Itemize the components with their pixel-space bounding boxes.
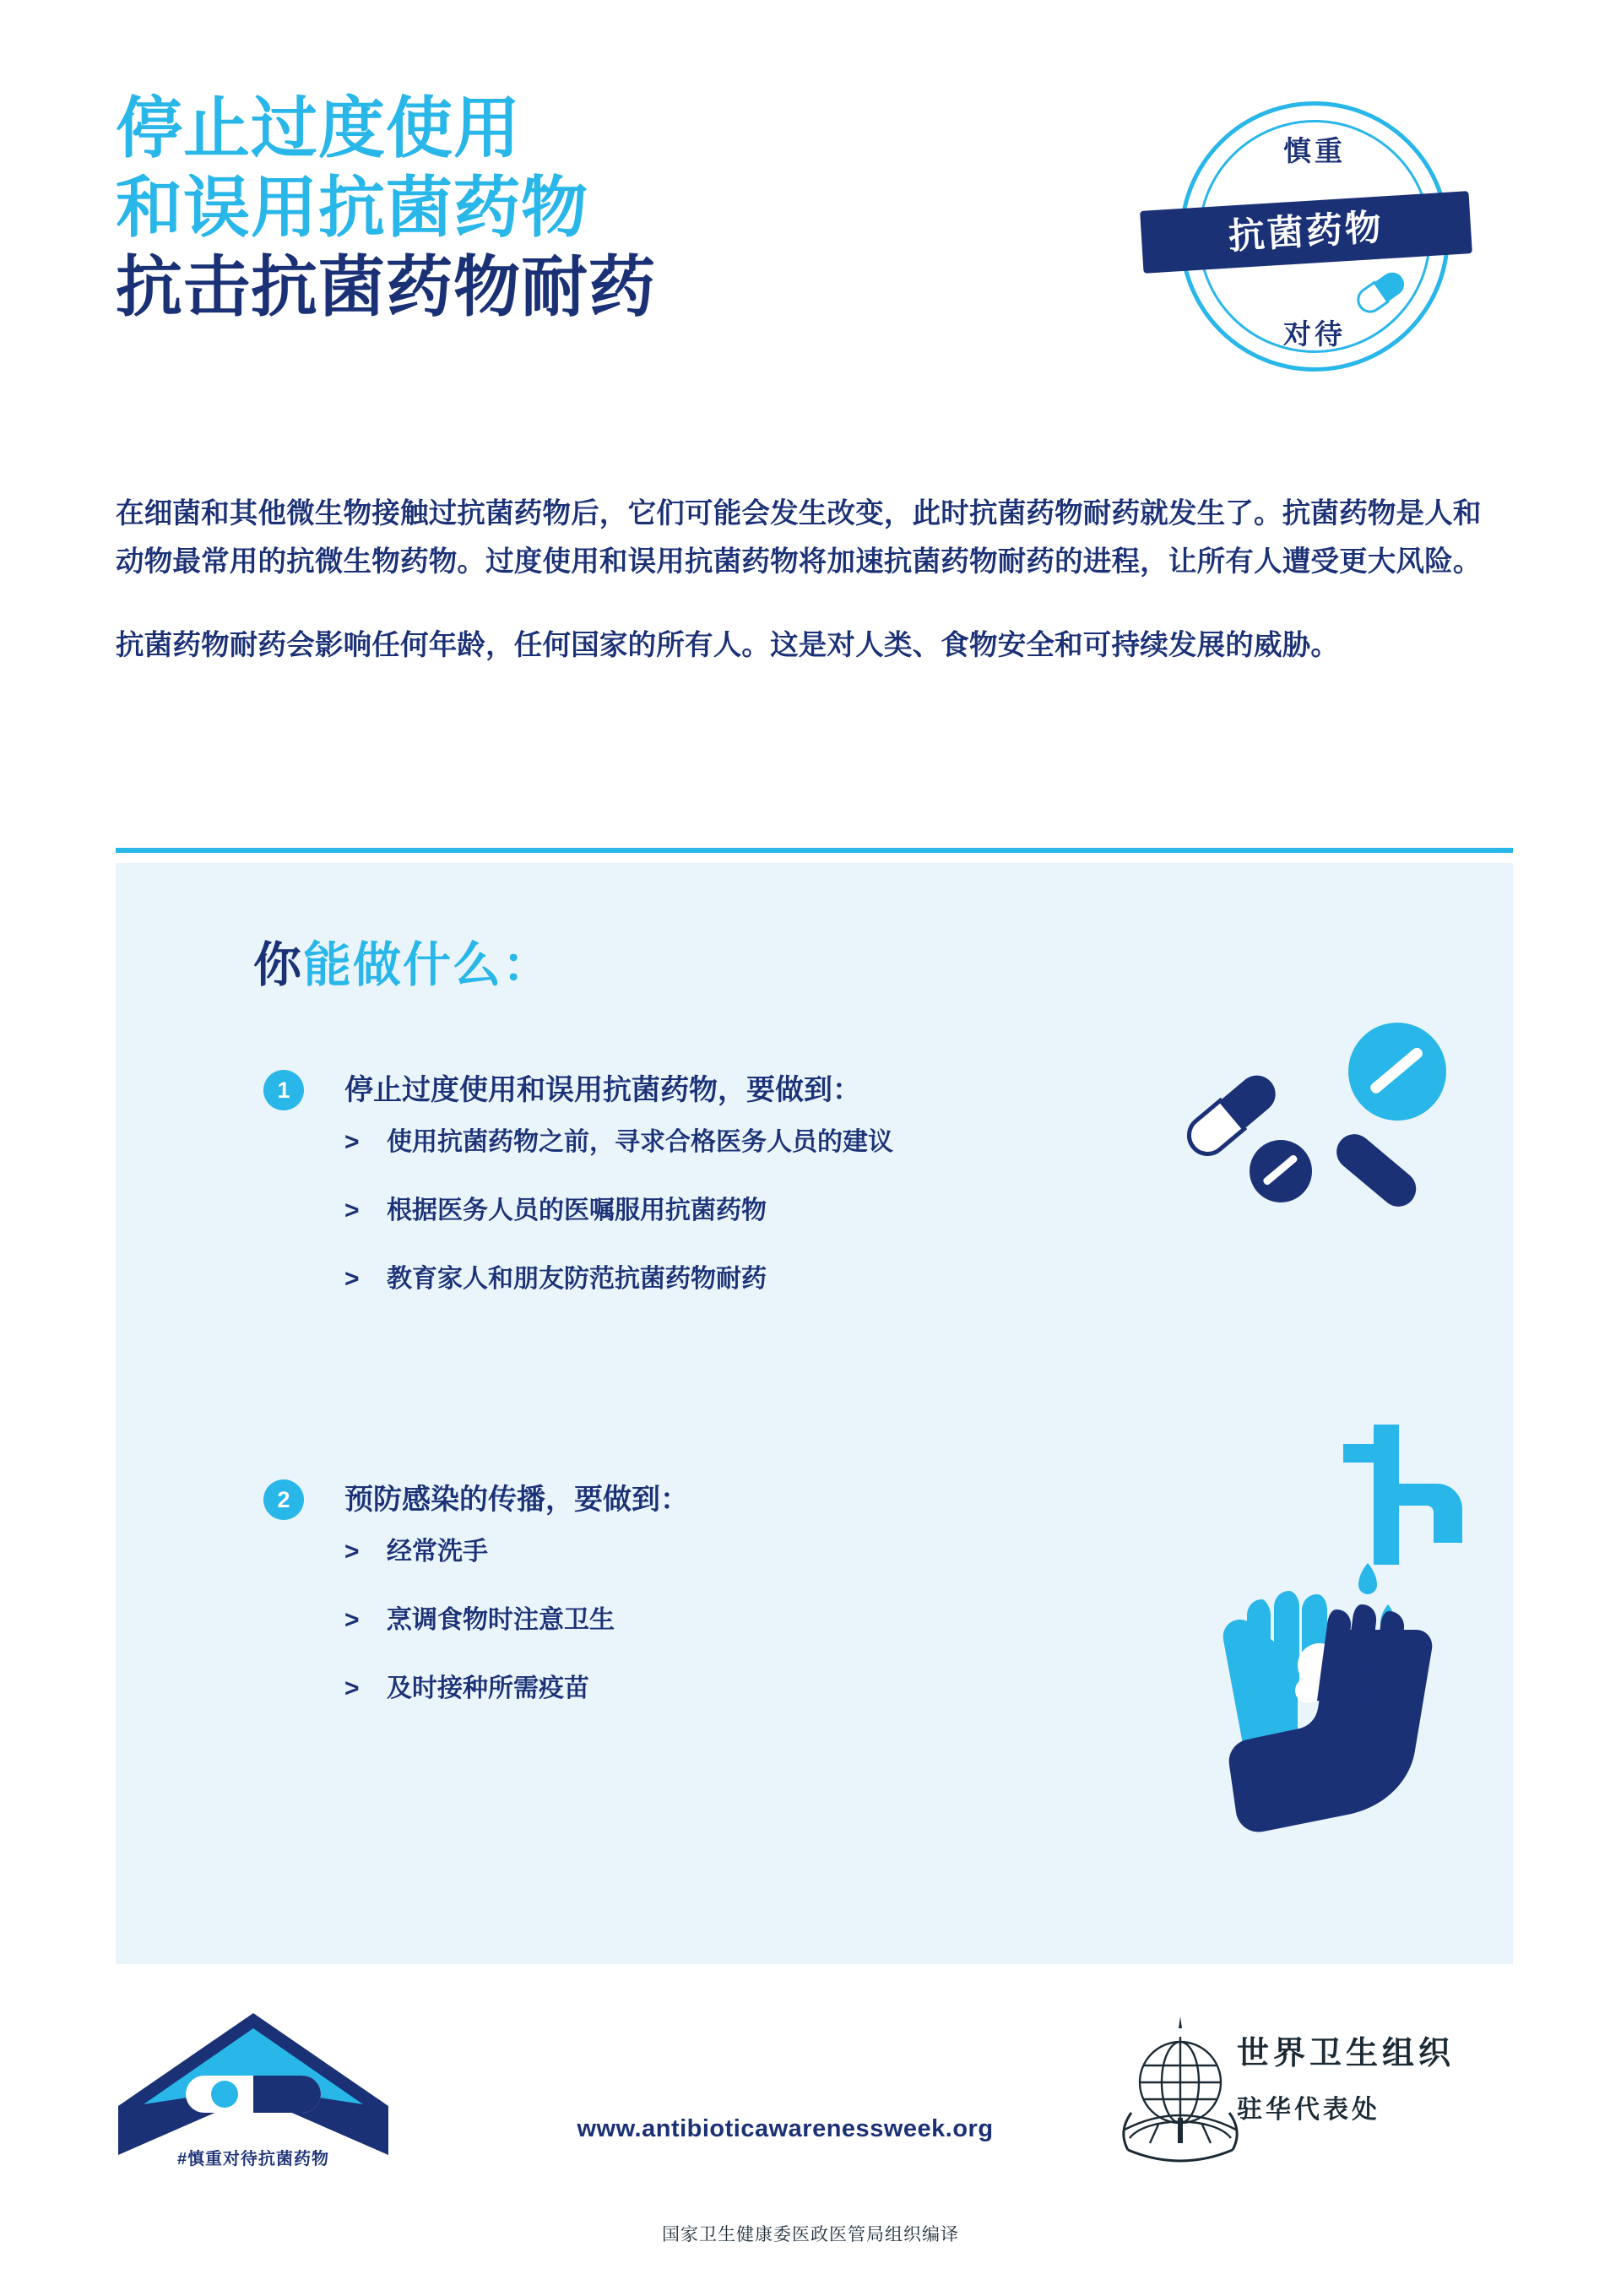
item-heading: 停止过度使用和误用抗菌药物，要做到： [344, 1074, 861, 1106]
title-line-2: 和误用抗菌药物 [116, 170, 588, 245]
section-divider [116, 848, 1513, 853]
translation-credit: 国家卫生健康委医政医管局组织编译 [662, 2225, 959, 2244]
panel-title-part-2: 能做什么： [303, 938, 552, 992]
who-wordmark [1237, 2027, 1515, 2125]
antibiotic-awareness-emblem [1120, 89, 1509, 426]
chevron-right-icon: > [344, 1606, 360, 1634]
bullet-text: 使用抗菌药物之前，寻求合格医务人员的建议 [387, 1128, 893, 1156]
chevron-right-icon: > [344, 1538, 360, 1566]
who-office-name: 驻华代表处 [1237, 2096, 1380, 2124]
bullet-text: 经常洗手 [387, 1538, 488, 1566]
bullet-item [344, 1127, 1189, 1158]
campaign-hashtag: #慎重对待抗菌药物 [176, 2150, 330, 2168]
item-number-badge: 2 [263, 1479, 304, 1520]
title-line-1: 停止过度使用 [116, 90, 521, 166]
who-organization-name: 世界卫生组织 [1237, 2036, 1456, 2071]
bullet-item [344, 1537, 1189, 1567]
bullet-item [344, 1196, 1189, 1226]
campaign-url[interactable]: www.antibioticawarenessweek.org [577, 2115, 994, 2142]
chevron-right-icon: > [344, 1128, 360, 1156]
intro-paragraph-2: 抗菌药物耐药会影响任何年龄，任何国家的所有人。这是对人类、食物安全和可持续发展的威胁。 [116, 630, 1340, 661]
poster-header [116, 89, 1509, 452]
bullet-item [344, 1674, 1189, 1704]
panel-title [253, 926, 552, 996]
bullet-text: 教育家人和朋友防范抗菌药物耐药 [387, 1265, 767, 1293]
intro-text [116, 490, 1509, 705]
chevron-right-icon: > [344, 1197, 360, 1224]
emblem-banner-label: 抗菌药物 [1227, 207, 1385, 258]
bullet-item [344, 1264, 1189, 1295]
page-title [116, 89, 1061, 327]
pills-illustration-icon [1163, 1019, 1483, 1264]
emblem-bottom-label: 对待 [1283, 318, 1346, 350]
capsule-icon [1347, 254, 1423, 326]
item-number-badge: 1 [263, 1070, 304, 1110]
intro-paragraph-1: 在细菌和其他微生物接触过抗菌药物后，它们可能会发生改变，此时抗菌药物耐药就发生了。抗菌药物是人和动物最常用的抗微生物药物。过度使用和误用抗菌药物将加速抗菌药物耐药的进程，让所有人遭受更大风险。 [116, 498, 1482, 578]
panel-title-part-1: 你 [253, 938, 303, 992]
handwashing-illustration-icon [1163, 1412, 1483, 1893]
chevron-right-icon: > [344, 1265, 360, 1293]
item-bullet-list [344, 1537, 1189, 1742]
item-heading: 预防感染的传播，要做到： [344, 1484, 689, 1516]
title-line-3: 抗击抗菌药物耐药 [116, 249, 656, 324]
item-bullet-list [344, 1127, 1189, 1333]
bullet-text: 根据医务人员的医嘱服用抗菌药物 [387, 1197, 767, 1224]
what-you-can-do-panel [116, 863, 1513, 1964]
emblem-top-label: 慎重 [1283, 135, 1346, 166]
bullet-text: 及时接种所需疫苗 [387, 1675, 589, 1702]
bullet-item [344, 1605, 1189, 1636]
bullet-text: 烹调食物时注意卫生 [387, 1606, 615, 1634]
chevron-right-icon: > [344, 1675, 360, 1702]
